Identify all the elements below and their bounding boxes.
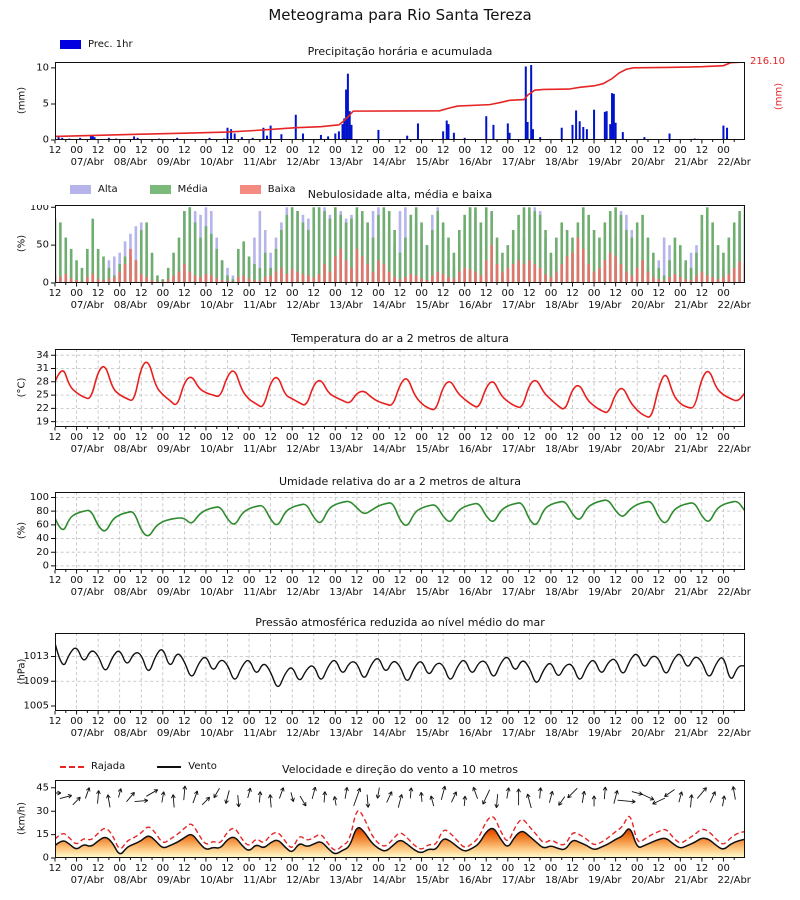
page-title: Meteograma para Rio Santa Tereza <box>268 6 532 24</box>
panel-title-cloudiness: Nebulosidade alta, média e baixa <box>307 188 493 201</box>
cloud-high-legend-label: Alta <box>98 184 118 195</box>
wind-legend-label: Vento <box>188 761 217 772</box>
panel-title-pressure: Pressão atmosférica reduzida ao nível médio do mar <box>255 616 545 629</box>
precipitation-chart-canvas <box>0 62 800 172</box>
panel-title-wind: Velocidade e direção do vento a 10 metros <box>282 763 518 776</box>
wind-chart-canvas <box>0 780 800 890</box>
precipitation-legend-label: Prec. 1hr <box>88 39 133 50</box>
cloud-low-legend-label: Baixa <box>267 184 296 195</box>
temperature-chart-canvas <box>0 349 800 459</box>
panel-title-humidity: Umidade relativa do ar a 2 metros de altura <box>278 475 522 488</box>
gust-legend-label: Rajada <box>91 761 126 772</box>
panel-title-precipitation: Precipitação horária e acumulada <box>307 45 493 58</box>
humidity-chart-canvas <box>0 492 800 602</box>
panel-title-temperature: Temperatura do ar a 2 metros de altura <box>291 332 509 345</box>
pressure-chart-canvas <box>0 633 800 743</box>
cloud-mid-legend-label: Média <box>177 184 208 195</box>
cloudiness-chart-canvas <box>0 205 800 315</box>
